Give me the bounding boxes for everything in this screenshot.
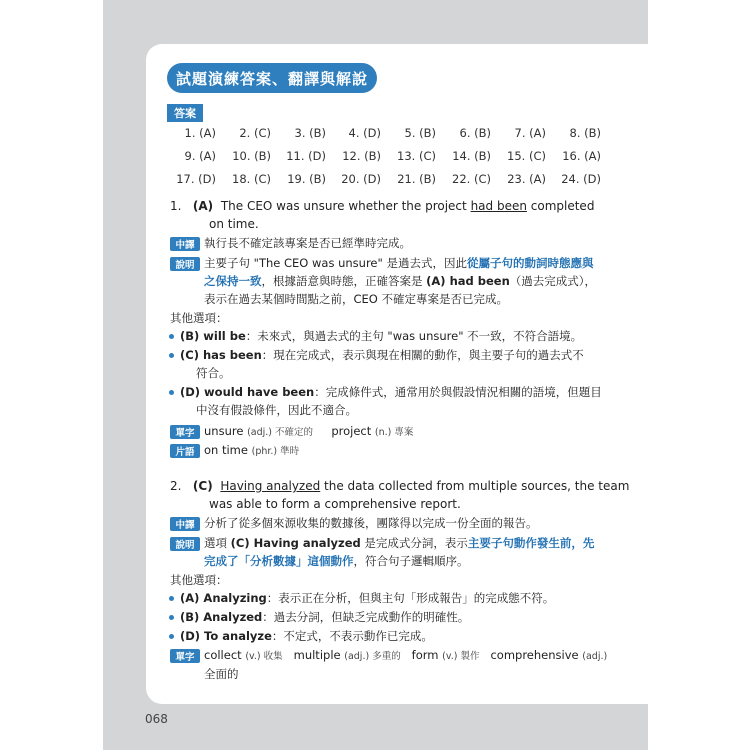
q2-option-b: (B) Analyzed：過去分詞，但缺乏完成動作的明確性。 (180, 610, 470, 624)
answer-item: 11. (D) (286, 149, 326, 163)
answer-item: 9. (A) (184, 149, 216, 163)
answer-item: 12. (B) (342, 149, 381, 163)
answer-item: 10. (B) (232, 149, 271, 163)
answer-item: 19. (B) (287, 172, 326, 186)
answer-item: 7. (A) (514, 126, 546, 140)
q2-option-a: (A) Analyzing：表示正在分析，但與主句「形成報告」的完成態不符。 (180, 591, 555, 605)
answer-item: 15. (C) (507, 149, 546, 163)
q2-translation: 分析了從多個來源收集的數據後，團隊得以完成一份全面的報告。 (204, 516, 538, 530)
q2-line1: 2. (C) Having analyzed the data collected from multiple sources, the team (170, 479, 630, 493)
q1-phrase-badge: 片語 (170, 444, 200, 458)
answer-item: 3. (B) (294, 126, 326, 140)
answer-item: 2. (C) (239, 126, 271, 140)
answer-item: 8. (B) (569, 126, 601, 140)
answer-item: 18. (C) (232, 172, 271, 186)
q1-exp-line3: 表示在過去某個時間點之前，CEO 不確定專案是否已完成。 (204, 292, 509, 306)
q1-phrase: on time (phr.) 準時 (204, 443, 300, 457)
q2-option-d: (D) To analyze：不定式，不表示動作已完成。 (180, 629, 433, 643)
q2-explanation-badge: 說明 (170, 537, 200, 551)
q1-option-c: (C) has been：現在完成式，表示與現在相關的動作，與主要子句的過去式不 (180, 348, 584, 362)
section-title: 試題演練答案、翻譯與解說 (167, 63, 377, 93)
bullet-icon (169, 615, 174, 620)
answer-label: 答案 (167, 104, 203, 122)
q1-option-d: (D) would have been：完成條件式，通常用於與假設情況相關的語境，但題目 (180, 385, 602, 399)
answer-item: 22. (C) (452, 172, 491, 186)
q1-option-b: (B) will be：未來式，與過去式的主句 "was unsure" 不一致，不符合語境。 (180, 329, 583, 343)
q2-translation-badge: 中譯 (170, 517, 200, 531)
q1-vocab-badge: 單字 (170, 425, 200, 439)
q1-other-options-label: 其他選項： (170, 311, 228, 325)
answer-item: 13. (C) (397, 149, 436, 163)
bullet-icon (169, 596, 174, 601)
q1-number: 1. (170, 199, 182, 213)
answer-grid (166, 124, 606, 188)
answer-item: 4. (D) (348, 126, 381, 140)
bullet-icon (169, 334, 174, 339)
answer-item: 21. (B) (397, 172, 436, 186)
answer-item: 23. (A) (507, 172, 546, 186)
q2-vocab: collect (v.) 收集 multiple (adj.) 多重的 form (v.) 製作 comprehensive (adj.) (204, 648, 608, 662)
bullet-icon (169, 634, 174, 639)
q1-translation-badge: 中譯 (170, 237, 200, 251)
q2-line2: was able to form a comprehensive report. (209, 497, 461, 511)
answer-item: 5. (B) (404, 126, 436, 140)
q1-translation: 執行長不確定該專案是否已經準時完成。 (204, 236, 411, 250)
q1-explanation-badge: 說明 (170, 257, 200, 271)
q1-answer: (A) (192, 199, 214, 213)
q1-line2: on time. (209, 217, 259, 231)
answer-item: 16. (A) (562, 149, 601, 163)
q2-exp-line2: 完成了「分析數據」這個動作，符合句子邏輯順序。 (204, 554, 469, 568)
q2-vocab-badge: 單字 (170, 649, 200, 663)
answer-item: 24. (D) (561, 172, 601, 186)
q2-vocab-line2: 全面的 (204, 667, 239, 681)
answer-item: 20. (D) (341, 172, 381, 186)
page-number: 068 (145, 712, 168, 726)
bullet-icon (169, 390, 174, 395)
q2-other-options-label: 其他選項： (170, 573, 228, 587)
q1-option-c-line2: 符合。 (196, 366, 231, 380)
q1-option-d-line2: 中沒有假設條件，因此不適合。 (196, 403, 357, 417)
q2-answer: (C) (192, 479, 213, 493)
q2-number: 2. (170, 479, 182, 493)
answer-item: 14. (B) (452, 149, 491, 163)
q1-line1: 1. (A) The CEO was unsure whether the project had been completed (170, 199, 595, 213)
answer-item: 17. (D) (176, 172, 216, 186)
q2-exp-line1: 選項 (C) Having analyzed 是完成式分詞，表示主要子句動作發生前，先 (204, 536, 595, 550)
q1-exp-line2: 之保持一致，根據語意與時態，正確答案是 (A) had been（過去完成式）， (204, 274, 597, 288)
answer-item: 6. (B) (459, 126, 491, 140)
answer-item: 1. (A) (184, 126, 216, 140)
q1-exp-line1: 主要子句 "The CEO was unsure" 是過去式，因此從屬子句的動詞時態應與 (204, 256, 594, 270)
bullet-icon (169, 353, 174, 358)
q1-vocab: unsure (adj.) 不確定的 project (n.) 專案 (204, 424, 414, 438)
